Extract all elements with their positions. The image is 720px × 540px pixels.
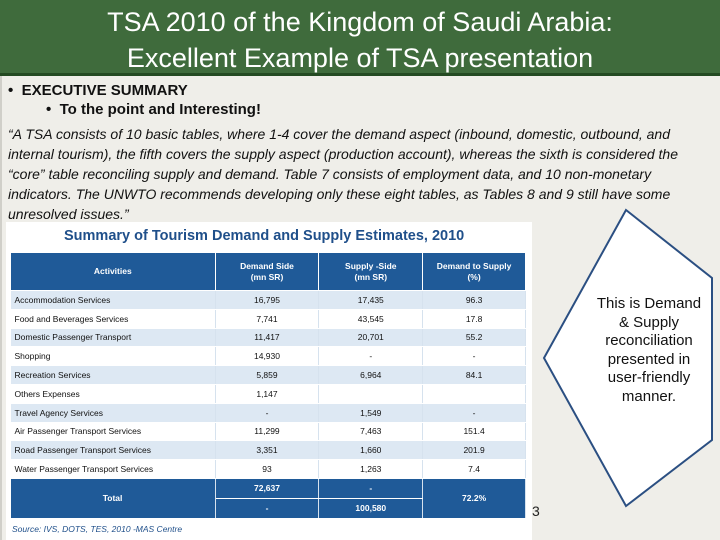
cell-demand: 11,417	[215, 328, 319, 347]
cell-demand: 11,299	[215, 422, 319, 441]
table-total-row	[11, 478, 526, 498]
cell-activity: Food and Beverages Services	[11, 309, 216, 328]
cell-total-supply-top: -	[319, 478, 423, 498]
title-line-2: Excellent Example of TSA presentation	[126, 43, 594, 73]
table-header-row	[11, 253, 526, 291]
table-title: Summary of Tourism Demand and Supply Estimates, 2010	[64, 228, 465, 244]
cell-supply: 1,549	[319, 403, 423, 422]
bullet-dot-icon: •	[46, 101, 60, 118]
cell-total-demand-bottom: -	[215, 498, 319, 518]
cell-activity: Road Passenger Transport Services	[11, 441, 216, 460]
cell-demand: -	[215, 403, 319, 422]
table-row	[11, 366, 526, 385]
header-demand-side: Demand Side (mn SR)	[215, 253, 319, 291]
bullet-executive-summary-label: EXECUTIVE SUMMARY	[21, 82, 188, 99]
header-supply-side: Supply -Side (mn SR)	[319, 253, 423, 291]
page-number: 3	[532, 503, 540, 519]
table-row	[11, 460, 526, 479]
cell-total-supply-bottom: 100,580	[319, 498, 423, 518]
cell-activity: Air Passenger Transport Services	[11, 422, 216, 441]
title-line-1: TSA 2010 of the Kingdom of Saudi Arabia:	[107, 7, 613, 37]
cell-ratio: 55.2	[423, 328, 526, 347]
table-row	[11, 328, 526, 347]
bullet-executive-summary	[8, 82, 188, 99]
cell-activity: Shopping	[11, 347, 216, 366]
cell-ratio: 17.8	[423, 309, 526, 328]
cell-activity: Domestic Passenger Transport	[11, 328, 216, 347]
cell-ratio: -	[423, 347, 526, 366]
cell-ratio	[423, 384, 526, 403]
cell-activity: Others Expenses	[11, 384, 216, 403]
header-demand-to-supply: Demand to Supply (%)	[423, 253, 526, 291]
cell-supply	[319, 384, 423, 403]
cell-demand: 16,795	[215, 291, 319, 310]
table-row	[11, 422, 526, 441]
bullet-to-the-point	[46, 101, 261, 118]
table-source: Source: IVS, DOTS, TES, 2010 -MAS Centre	[12, 524, 183, 534]
cell-supply: -	[319, 347, 423, 366]
cell-total-label: Total	[11, 478, 216, 518]
cell-demand: 3,351	[215, 441, 319, 460]
cell-supply: 20,701	[319, 328, 423, 347]
cell-ratio: -	[423, 403, 526, 422]
cell-total-demand-top: 72,637	[215, 478, 319, 498]
cell-ratio: 7.4	[423, 460, 526, 479]
cell-activity: Travel Agency Services	[11, 403, 216, 422]
cell-supply: 1,263	[319, 460, 423, 479]
summary-table-card	[6, 222, 532, 540]
cell-ratio: 151.4	[423, 422, 526, 441]
table-row	[11, 403, 526, 422]
cell-ratio: 201.9	[423, 441, 526, 460]
table-row	[11, 347, 526, 366]
cell-supply: 43,545	[319, 309, 423, 328]
cell-activity: Water Passenger Transport Services	[11, 460, 216, 479]
cell-demand: 5,859	[215, 366, 319, 385]
cell-ratio: 84.1	[423, 366, 526, 385]
table-row	[11, 384, 526, 403]
table-row	[11, 441, 526, 460]
cell-supply: 1,660	[319, 441, 423, 460]
cell-activity: Recreation Services	[11, 366, 216, 385]
cell-supply: 7,463	[319, 422, 423, 441]
callout-text: This is Demand & Supply reconciliation presented in user-friendly manner.	[596, 295, 702, 405]
bullet-to-the-point-label: To the point and Interesting!	[59, 101, 261, 118]
cell-activity: Accommodation Services	[11, 291, 216, 310]
bullet-dot-icon: •	[8, 82, 22, 99]
cell-demand: 1,147	[215, 384, 319, 403]
table-row	[11, 291, 526, 310]
header-activities: Activities	[11, 253, 216, 291]
cell-demand: 14,930	[215, 347, 319, 366]
cell-demand: 93	[215, 460, 319, 479]
cell-supply: 6,964	[319, 366, 423, 385]
cell-ratio: 96.3	[423, 291, 526, 310]
table-row	[11, 309, 526, 328]
cell-total-ratio: 72.2%	[423, 478, 526, 518]
slide-title	[0, 0, 720, 76]
cell-demand: 7,741	[215, 309, 319, 328]
tsa-quote: “A TSA consists of 10 basic tables, where 1-4 cover the demand aspect (inbound, domestic, outbound, and internal tourism), the fifth covers the supply aspect (production account), whereas the sixth is considered the “core” table reconciling supply and demand. Table 7 consists of employment data, and 10 non-monetary indicators. The UNWTO recommends developing only these eight tables, as Tables 8 and 9 still have some unresolved issues.”	[8, 126, 679, 222]
summary-table	[10, 252, 526, 519]
cell-supply: 17,435	[319, 291, 423, 310]
